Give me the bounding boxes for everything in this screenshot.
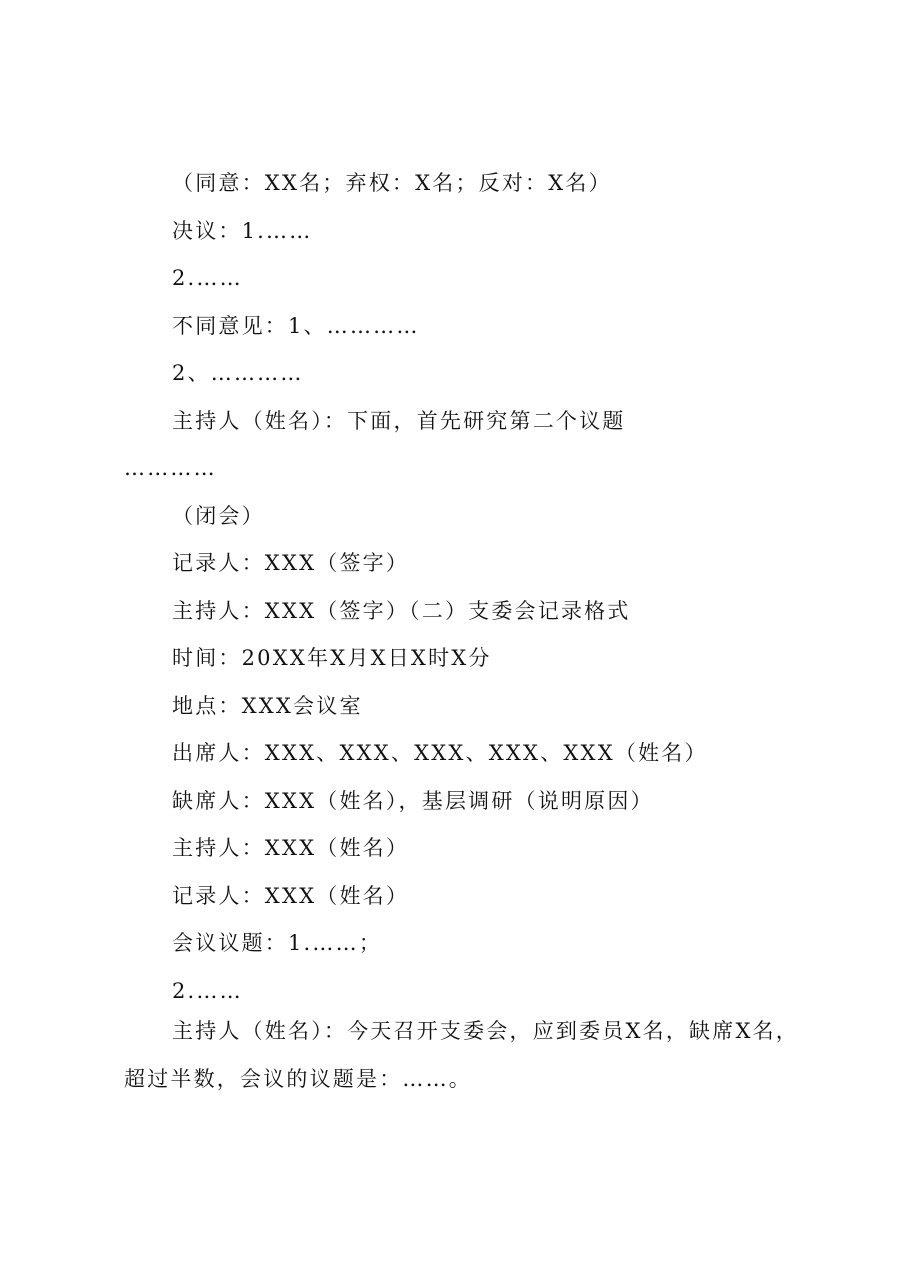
attendees-line: 出席人：XXX、XXX、XXX、XXX、XXX（姓名） xyxy=(172,741,708,765)
host-line: 主持人：XXX（姓名） xyxy=(172,836,410,860)
recorder-signature-line: 记录人：XXX（签字） xyxy=(172,551,410,575)
dissent-item-2: 2、………… xyxy=(172,361,304,385)
resolution-item-2: 2.…… xyxy=(172,266,243,290)
agenda-line: 会议议题：1.……； xyxy=(172,931,383,955)
vote-count-line: （同意：XX名；弃权：X名；反对：X名） xyxy=(172,171,612,195)
host-second-topic-line: 主持人（姓名）：下面，首先研究第二个议题 xyxy=(172,408,626,433)
host-opening-paragraph: 主持人（姓名）：今天召开支委会，应到委员X名，缺席X名，超过半数，会议的议题是：……。 xyxy=(124,1019,799,1091)
document-body xyxy=(124,164,814,1019)
meeting-closed-line: （闭会） xyxy=(172,503,265,528)
time-line: 时间：20XX年X月X日X时X分 xyxy=(172,646,492,670)
ellipsis-line: ………… xyxy=(124,456,217,480)
dissent-line: 不同意见：1、………… xyxy=(172,313,420,338)
agenda-item-2: 2.…… xyxy=(172,978,243,1003)
absentees-line: 缺席人：XXX（姓名），基层调研（说明原因） xyxy=(172,788,654,813)
recorder-line: 记录人：XXX（姓名） xyxy=(172,883,410,908)
resolution-line: 决议：1.…… xyxy=(172,218,313,243)
location-line: 地点：XXX会议室 xyxy=(172,693,363,718)
host-signature-heading-line: 主持人：XXX（签字）（二）支委会记录格式 xyxy=(172,598,631,623)
